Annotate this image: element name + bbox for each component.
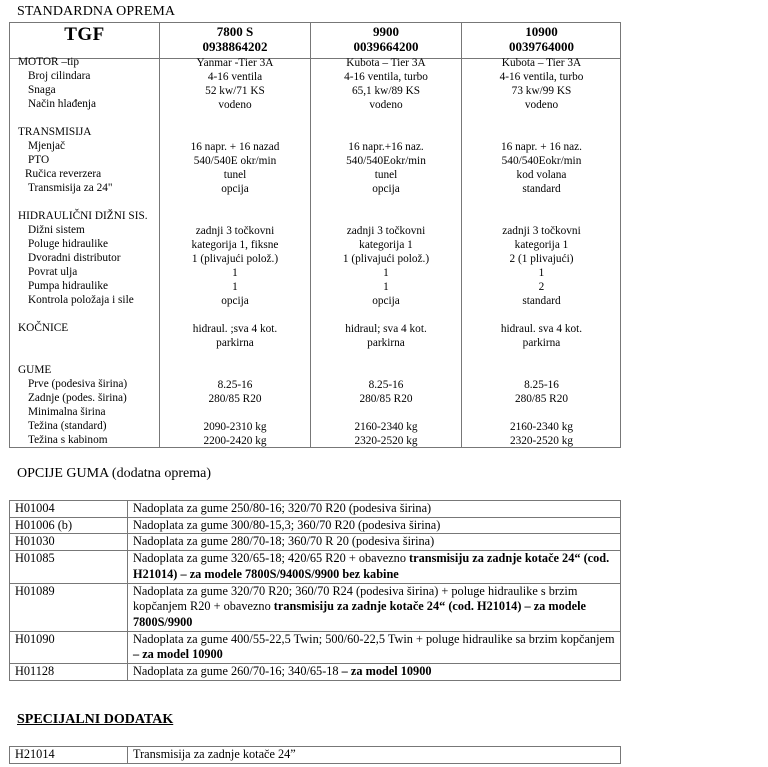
- spec-value: 2320-2520 kg: [354, 435, 418, 447]
- spec-value: parkirna: [367, 337, 405, 349]
- spec-label: Dvoradni distributor: [28, 252, 121, 264]
- spec-label: Pumpa hidraulike: [28, 280, 109, 292]
- options-table: [9, 500, 621, 681]
- spec-value: Kubota – Tier 3A: [346, 57, 426, 69]
- spec-value: 73 kw/99 KS: [511, 85, 572, 97]
- spec-label: Poluge hidraulike: [28, 238, 109, 250]
- spec-value: kod volana: [516, 169, 567, 181]
- model-name: 7800 S: [216, 24, 254, 39]
- table-row: [10, 501, 621, 518]
- spec-value: 2 (1 plivajući): [509, 253, 574, 265]
- spec-value: 4-16 ventila: [207, 71, 263, 83]
- spec-value: standard: [522, 295, 561, 307]
- spec-value: zadnji 3 točkovni: [346, 225, 426, 237]
- special-table: [9, 746, 621, 764]
- spec-value: parkirna: [522, 337, 561, 349]
- spec-value: 4-16 ventila, turbo: [499, 71, 584, 83]
- spec-label: GUME: [18, 364, 52, 376]
- spec-value: 2200-2420 kg: [203, 435, 267, 447]
- option-description: Transmisija za zadnje kotače 24”: [128, 747, 621, 764]
- option-text: Nadoplata za gume 260/70-16; 340/65-18: [133, 664, 342, 679]
- model-code: 0039764000: [509, 39, 574, 54]
- spec-value: vodeno: [218, 99, 252, 111]
- spec-value: 1: [383, 267, 389, 279]
- spec-value: 280/85 R20: [359, 393, 413, 405]
- spec-label: Mjenjač: [28, 140, 66, 152]
- option-code: H01090: [10, 631, 128, 663]
- spec-value: 4-16 ventila, turbo: [344, 71, 428, 83]
- spec-value: kategorija 1: [359, 239, 413, 251]
- spec-label: MOTOR –tip: [18, 56, 79, 68]
- spec-value: hidraul. ;sva 4 kot.: [192, 323, 278, 335]
- option-text: Nadoplata za gume 320/70 R20; 360/70 R24 (podesiva širina) + poluge hidraulike s brzim kopčanjem R20 + obavezno: [133, 583, 578, 614]
- spec-value: 540/540E okr/min: [193, 155, 277, 167]
- spec-label: Težina (standard): [28, 420, 107, 432]
- option-text: Nadoplata za gume 250/80-16; 320/70 R20 (podesiva širina): [133, 501, 432, 515]
- option-note: – za model 10900: [341, 664, 432, 679]
- spec-value: hidraul; sva 4 kot.: [345, 323, 427, 335]
- spec-value: 2160-2340 kg: [354, 421, 418, 433]
- spec-value: tunel: [374, 169, 398, 181]
- option-note: transmisiju za zadnje kotače 24“ (cod. H21014) – za modele 7800S/9400S/9900 bez kabine: [133, 551, 610, 581]
- spec-value: vodeno: [524, 99, 559, 111]
- spec-value: Yanmar -Tier 3A: [196, 57, 274, 69]
- model-header: [311, 24, 461, 54]
- special-heading: SPECIJALNI DODATAK: [17, 712, 174, 727]
- table-row: [10, 517, 621, 534]
- option-text: Nadoplata za gume 280/70-18; 360/70 R 20 (podesiva širina): [133, 534, 435, 549]
- spec-value: opcija: [221, 183, 249, 195]
- spec-label: Snaga: [28, 84, 56, 96]
- spec-label: Težina s kabinom: [28, 434, 108, 446]
- spec-label: Ručica reverzera: [25, 168, 102, 180]
- spec-label: KOČNICE: [18, 322, 69, 334]
- option-note: transmisiju za zadnje kotače 24“ (cod. H21014) – za modele 7800S/9900: [133, 599, 586, 629]
- spec-value: 16 napr. + 16 nazad: [190, 141, 280, 153]
- spec-value: 1: [538, 267, 545, 279]
- spec-value: parkirna: [216, 337, 254, 349]
- option-code: H01006 (b): [10, 517, 128, 534]
- spec-value: 52 kw/71 KS: [205, 85, 265, 97]
- spec-value: 1: [232, 281, 238, 293]
- spec-value: Kubota – Tier 3A: [501, 57, 582, 69]
- spec-value: zadnji 3 točkovni: [195, 225, 275, 237]
- option-code: H01089: [10, 583, 128, 631]
- model-header: [160, 24, 310, 54]
- spec-label: Transmisija za 24": [28, 182, 113, 194]
- spec-value: 1: [383, 281, 389, 293]
- spec-value: 65,1 kw/89 KS: [351, 85, 421, 97]
- spec-value: tunel: [223, 169, 247, 181]
- spec-value: vodeno: [369, 99, 403, 111]
- spec-label: TRANSMISIJA: [18, 126, 92, 138]
- spec-value: 1: [232, 267, 238, 279]
- model-name: 9900: [373, 24, 399, 39]
- spec-value: opcija: [221, 295, 249, 307]
- option-code: H01085: [10, 551, 128, 583]
- spec-label: Povrat ulja: [28, 266, 78, 278]
- table-row: [10, 551, 621, 583]
- option-text: Nadoplata za gume 300/80-15,3; 360/70 R20 (podesiva širina): [133, 517, 441, 532]
- spec-value: 8.25-16: [524, 379, 559, 391]
- option-description: [128, 501, 621, 518]
- option-description: [128, 583, 621, 631]
- model-code: 0039664200: [353, 39, 419, 54]
- spec-value: 540/540Eokr/min: [346, 155, 426, 167]
- spec-table: [9, 22, 621, 448]
- spec-value: 540/540Eokr/min: [501, 155, 582, 167]
- spec-table-corner: TGF: [64, 24, 105, 45]
- option-description: [128, 664, 621, 681]
- spec-value: 8.25-16: [217, 379, 253, 391]
- model-header: [462, 24, 621, 54]
- spec-value: opcija: [372, 295, 400, 307]
- spec-label: Kontrola položaja i sile: [28, 294, 134, 306]
- spec-value: 280/85 R20: [208, 393, 262, 405]
- spec-label: Zadnje (podes. širina): [28, 392, 127, 404]
- spec-value: 16 napr. + 16 naz.: [500, 141, 583, 153]
- model-name: 10900: [525, 24, 558, 39]
- spec-value: kategorija 1, fiksne: [191, 239, 279, 251]
- option-code: H01004: [10, 501, 128, 518]
- spec-value: 8.25-16: [368, 379, 404, 391]
- spec-value: 16 napr.+16 naz.: [348, 141, 424, 153]
- table-row: [10, 534, 621, 551]
- table-row: [10, 631, 621, 663]
- page-title: STANDARDNA OPREMA: [17, 4, 176, 19]
- option-code: H01128: [10, 664, 128, 681]
- table-row: [10, 747, 621, 764]
- option-description: [128, 517, 621, 534]
- table-row: [10, 664, 621, 681]
- option-note: – za model 10900: [133, 647, 223, 662]
- option-description: [128, 631, 621, 663]
- option-text: Nadoplata za gume 320/65-18; 420/65 R20 + obavezno: [133, 551, 410, 566]
- option-code: H21014: [10, 747, 128, 764]
- spec-label: Dižni sistem: [28, 224, 85, 236]
- spec-value: opcija: [372, 183, 400, 195]
- spec-label: HIDRAULIČNI DIŽNI SIS.: [18, 210, 148, 222]
- spec-label: Prve (podesiva širina): [28, 378, 128, 390]
- spec-label: Minimalna širina: [28, 406, 106, 418]
- spec-label: Način hlađenja: [28, 98, 97, 110]
- spec-value: 2: [538, 281, 545, 293]
- option-description: [128, 551, 621, 583]
- table-row: [10, 583, 621, 631]
- spec-value: 280/85 R20: [514, 393, 569, 405]
- spec-value: standard: [522, 183, 561, 195]
- spec-value: 1 (plivajući polož.): [342, 253, 430, 265]
- spec-value: hidraul. sva 4 kot.: [500, 323, 583, 335]
- spec-label: Broj cilindara: [28, 70, 91, 82]
- option-code: H01030: [10, 534, 128, 551]
- model-code: 0938864202: [202, 39, 268, 54]
- spec-label: PTO: [28, 154, 50, 166]
- spec-value: kategorija 1: [514, 239, 569, 251]
- spec-value: zadnji 3 točkovni: [502, 225, 581, 237]
- spec-value: 2320-2520 kg: [509, 435, 574, 447]
- spec-value: 1 (plivajući polož.): [191, 253, 279, 265]
- option-text: Nadoplata za gume 400/55-22,5 Twin; 500/60-22,5 Twin + poluge hidraulike sa brzim kopčanjem: [133, 631, 615, 646]
- option-description: [128, 534, 621, 551]
- spec-value: 2160-2340 kg: [509, 421, 574, 433]
- options-heading: OPCIJE GUMA (dodatna oprema): [17, 466, 212, 481]
- spec-value: 2090-2310 kg: [203, 421, 267, 433]
